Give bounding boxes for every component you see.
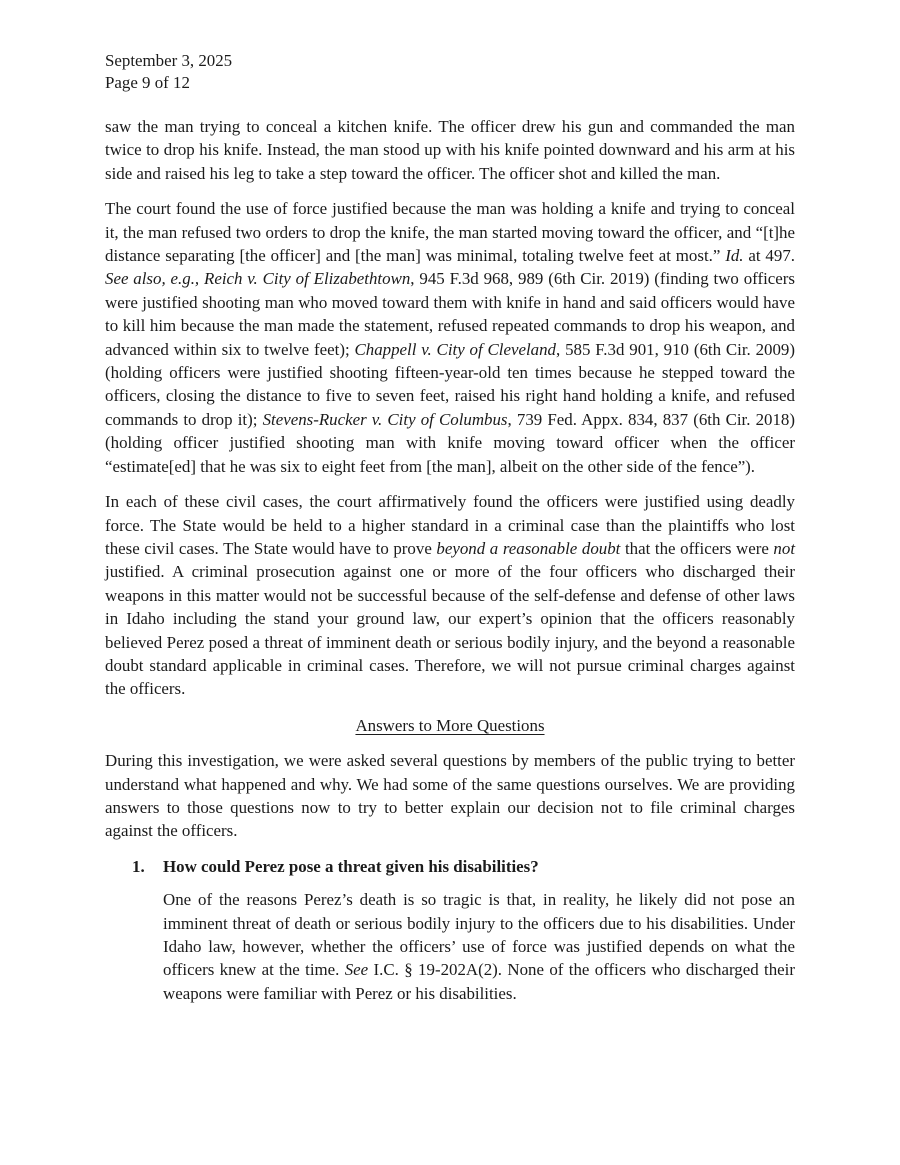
document-body [105, 115, 795, 1005]
question-text: How could Perez pose a threat given his disabilities? [163, 856, 539, 876]
question-heading [132, 855, 795, 878]
section-heading [105, 714, 795, 737]
header-date: September 3, 2025 [105, 51, 233, 70]
body-paragraph-1: saw the man trying to conceal a kitchen knife. The officer drew his gun and commanded the man twice to drop his knife. Instead, the man stood up with his knife pointed downward and his arm at his side and raised his leg to take a step toward the officer. The officer shot and killed the man. [105, 117, 795, 183]
question-answer: One of the reasons Perez’s death is so tragic is that, in reality, he likely did not pose an imminent threat of death or serious bodily injury to the officers due to his disabilities. Under Idaho law, however, whether the officers’ use of force was justified depends on what the officers knew at the time. See I.C. § 19-202A(2). None of the officers who discharged their weapons were familiar with Perez or his disabilities. [163, 890, 795, 1003]
section-heading-text: Answers to More Questions [355, 715, 545, 735]
question-number: 1. [132, 856, 145, 876]
body-paragraph-2: The court found the use of force justified because the man was holding a knife and trying to conceal it, the man refused two orders to drop the knife, the man started moving toward the officer, and “[t]he distance separating [the officer] and [the man] was minimal, totaling twelve feet at most.” Id. at 497. See also, e.g., Reich v. City of Elizabethtown, 945 F.3d 968, 989 (6th Cir. 2019) (finding two officers were justified shooting man who moved toward them with knife in hand and said officers would have to kill him because the man made the statement, refused repeated commands to drop his weapon, and advanced within six to twelve feet); Chappell v. City of Cleveland, 585 F.3d 901, 910 (6th Cir. 2009) (holding officers were justified shooting fifteen-year-old ten times because he stepped toward the officers, closing the distance to five to seven feet, raised his right hand holding a knife, and refused commands to drop it); Stevens-Rucker v. City of Columbus, 739 Fed. Appx. 834, 837 (6th Cir. 2018) (holding officer justified shooting man with knife moving toward officer when the officer “estimate[ed] that he was six to eight feet from [the man], albeit on the other side of the fence”). [105, 199, 795, 476]
body-paragraph-3: In each of these civil cases, the court affirmatively found the officers were justified using deadly force. The State would be held to a higher standard in a criminal case than the plaintiffs who lost these civil cases. The State would have to prove beyond a reasonable doubt that the officers were not justified. A criminal prosecution against one or more of the four officers who discharged their weapons in this matter would not be successful because of the self-defense and defense of other laws in Idaho including the stand your ground law, our expert’s opinion that the officers reasonably believed Perez posed a threat of imminent death or serious bodily injury, and the beyond a reasonable doubt standard applicable in criminal cases. Therefore, we will not pursue criminal charges against the officers. [105, 492, 796, 699]
page-header [105, 50, 795, 93]
question-list [105, 855, 795, 1005]
question-item-1 [132, 855, 795, 1005]
header-page-number: Page 9 of 12 [105, 72, 190, 92]
body-paragraph-4: During this investigation, we were asked several questions by members of the public trying to better understand what happened and why. We had some of the same questions ourselves. We are providing answers to those questions now to try to better explain our decision not to file criminal charges against the officers. [105, 751, 795, 841]
